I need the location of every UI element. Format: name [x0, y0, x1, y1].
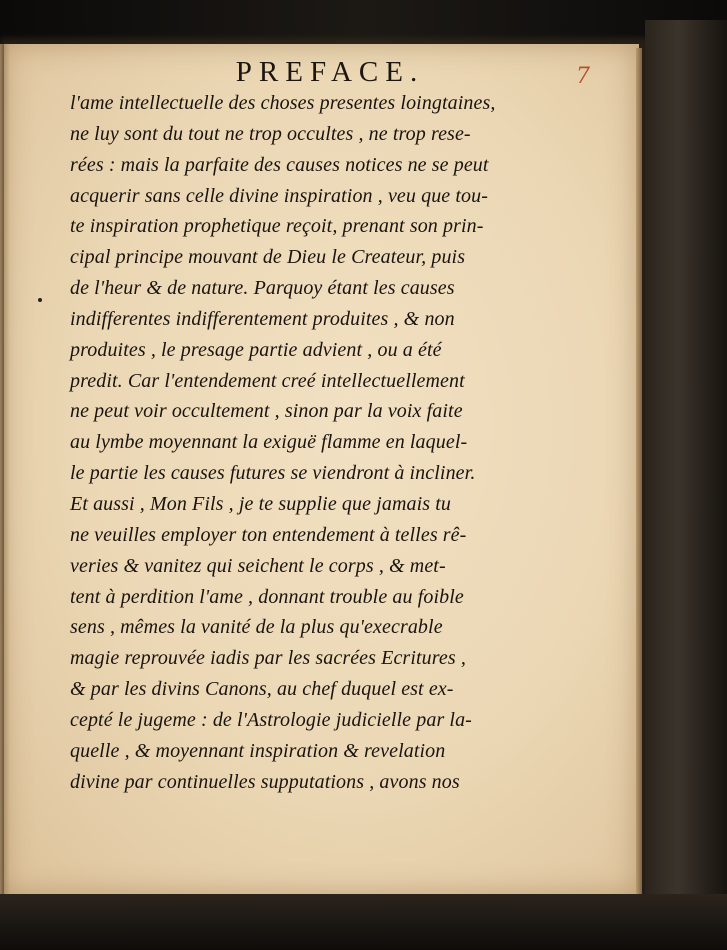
text-line: ne luy sont du tout ne trop occultes , ne trop rese- [70, 122, 471, 145]
body-text [70, 88, 590, 797]
text-line: sens , mêmes la vanité de la plus qu'execrable [70, 616, 443, 639]
text-line: ne veuilles employer ton entendement à telles rê- [70, 523, 467, 546]
text-line: & par les divins Canons, au chef duquel est ex- [70, 678, 454, 701]
ink-mark [38, 298, 42, 302]
text-line: tent à perdition l'ame , donnant trouble au foible [70, 585, 464, 608]
text-line: produites , le presage partie advient , ou a été [70, 338, 442, 361]
text-line: de l'heur & de nature. Parquoy étant les causes [70, 277, 455, 300]
facing-page-edge [645, 20, 727, 950]
text-line: te inspiration prophetique reçoit, prenant son prin- [70, 215, 484, 238]
page-fore-edge [636, 48, 642, 894]
running-head: PREFACE. [235, 56, 425, 88]
text-line: cipal principe mouvant de Dieu le Createur, puis [70, 246, 466, 269]
text-line: au lymbe moyennant la exiguë flamme en laquel- [70, 431, 468, 454]
text-line: Et aussi , Mon Fils , je te supplie que jamais tu [70, 492, 451, 515]
page-number: 7 [576, 64, 590, 89]
text-line: quelle , & moyennant inspiration & revelation [70, 739, 446, 762]
text-line: ne peut voir occultement , sinon par la voix faite [70, 400, 463, 423]
scan-bottom-shadow [0, 894, 727, 950]
text-line: indifferentes indifferentement produites , & non [70, 307, 455, 330]
text-line: divine par continuelles supputations , avons nos [70, 770, 460, 793]
text-line: acquerir sans celle divine inspiration , veu que tou- [70, 184, 488, 207]
text-line: predit. Car l'entendement creé intellectuellement [70, 369, 465, 392]
text-line: le partie les causes futures se viendront à incliner. [70, 462, 476, 485]
text-line: magie reprouvée iadis par les sacrées Ecritures , [70, 647, 466, 670]
text-line: cepté le jugeme : de l'Astrologie judicielle par la- [70, 708, 472, 731]
text-line: l'ame intellectuelle des choses presentes loingtaines, [70, 92, 496, 114]
text-line: rées : mais la parfaite des causes notices ne se peut [70, 153, 489, 176]
page-gutter-shade [0, 44, 10, 894]
text-line: veries & vanitez qui seichent le corps , & met- [70, 554, 446, 577]
